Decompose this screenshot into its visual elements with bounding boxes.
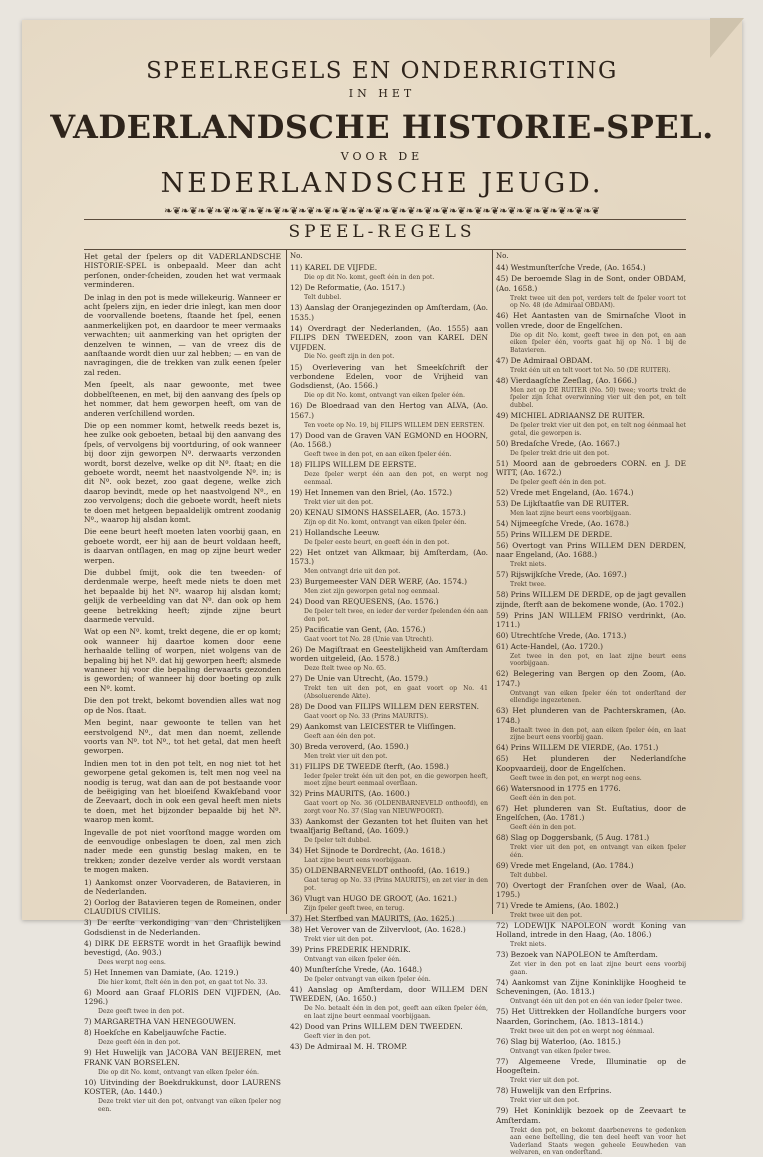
event-item: 75) Het Uittrekken der Hollandſche burgers voor Naarden, Gorinchem, (Ao. 1813–1814.) (496, 1007, 686, 1026)
event-instruction: Men trekt vier uit den pot. (304, 752, 388, 760)
event-item: 7) MARGARETHA VAN HENEGOUWEN. (84, 1017, 236, 1027)
event-item: 31) FILIPS DE TWEEDE ſterft, (Ao. 1598.) (290, 761, 449, 771)
event-instruction: Geeft twee in den pot, en werpt nog eens. (510, 774, 642, 782)
event-instruction: Gaat terug op No. 33 (Prins MAURITS), en zet vier in den pot. (304, 877, 488, 892)
title-line-5: NEDERLANDSCHE JEUGD. (160, 168, 604, 199)
event-item: 8) Hoekſche en Kabeljauwſche Factie. (84, 1028, 227, 1038)
event-item: 9) Het Huwelijk van JACOBA VAN BEIJEREN, met FRANK VAN BORSELEN. (84, 1048, 281, 1067)
column-divider-2 (492, 249, 493, 914)
event-instruction: Trekt ten uit den pot, en gaat voort op No. 41 (Absoluerende Akte). (304, 685, 488, 700)
event-instruction: Trekt twee uit den pot en werpt nog éénmaal. (510, 1027, 655, 1035)
event-instruction: Gaat voort tot No. 28 (Unie van Utrecht). (304, 635, 434, 643)
rule-paragraph: Men begint, naar gewoonte te tellen van het eerstvolgend Nº., dat men dan noemt, zellende voorts van Nº. tot Nº., tot het getal, dat men heeft geworpen. (84, 718, 281, 756)
game-rules-sheet (22, 20, 742, 1157)
event-item: 5) Het Innemen van Damiate, (Ao. 1219.) (84, 967, 239, 977)
event-item: 3) De eerſte verkondiging van den Christelijken Godsdienst in de Nederlanden. (84, 918, 281, 937)
event-instruction: Geeft één in den pot. (510, 823, 576, 831)
event-item: 45) De beroemde Slag in de Sont, onder OBDAM, (Ao. 1658.) (496, 274, 686, 293)
event-item: 68) Slag op Doggersbank, (5 Aug. 1781.) (496, 833, 650, 843)
event-item: 53) De Lijkſtaatſie van DE RUITER. (496, 499, 629, 508)
rule-paragraph: Die dubbel ſmijt, ook die ten tweeden- of derdenmale werpe, heeft mede niets te doen met het bepaalde bij het Nº. waarop hij alsdan komt; gelijk de verbeelding van dat Nº. dan ook op hem geene betrekking heeft; zijnde zijne beurt daarmede vervuld. (84, 568, 281, 625)
event-item: 78) Huwelijk van den Erfprins. (496, 1086, 612, 1096)
event-instruction: Trekt twee uit den pot, verders telt de ſpeler voort tot op No. 48 (de Admiraal OBDAM). (510, 294, 686, 310)
event-item: 58) Prins WILLEM DE DERDE, op de jagt gevallen zijnde, ſterft aan de bekomene wonde, (Ao. 1702.) (496, 590, 686, 609)
rule-top (84, 219, 686, 220)
rule-under-heading (84, 249, 686, 250)
event-instruction: Deze geeft twee in den pot. (98, 1008, 185, 1016)
event-item: 26) De Magiſtraat en Geestelijkheid van Amſterdam worden uitgeleid, (Ao. 1578.) (290, 644, 488, 664)
event-instruction: Trekt vier uit den pot. (510, 1077, 580, 1085)
event-item: 76) Slag bij Waterloo, (Ao. 1815.) (496, 1036, 621, 1046)
event-item: 19) Het Innemen van den Briel, (Ao. 1572.) (290, 487, 453, 497)
event-item: 1) Aankomst onzer Voorvaderen, de Batavieren, in de Nederlanden. (84, 877, 281, 896)
event-item: 50) Bredaſche Vrede, (Ao. 1667.) (496, 438, 620, 448)
event-instruction: Geeft vier in den pot. (304, 1032, 371, 1040)
event-item: 42) Dood van Prins WILLEM DEN TWEEDEN. (290, 1021, 463, 1031)
rule-paragraph: Die eene beurt heeft moeten laten voorbij gaan, en geboete wordt, eer hij aan de beurt voldaan heeft, is daarvan ontſlagen, en mag op zijne beurt weder werpen. (84, 527, 281, 565)
event-instruction: Trekt vier uit den pot. (304, 498, 374, 506)
event-item: 46) Het Aantasten van de Smirnaſche Vloot in vollen vrede, door de Engelſchen. (496, 311, 686, 330)
event-item: 22) Het ontzet van Alkmaar, bij Amſterdam, (Ao. 1573.) (290, 547, 488, 567)
event-item: 14) Overdragt der Nederlanden, (Ao. 1555) aan FILIPS DEN TWEEDEN, zoon van KAREL DEN VIJFDEN. (290, 323, 488, 352)
event-item: 74) Aankomst van Zijne Koninklijke Hoogheid te Scheveningen, (Ao. 1813.) (496, 977, 686, 997)
event-item: 73) Bezoek van NAPOLEON te Amſterdam. (496, 950, 658, 960)
event-item: 55) Prins WILLEM DE DERDE. (496, 529, 613, 539)
event-instruction: Deze ſtelt twee op No. 65. (304, 665, 386, 673)
event-instruction: Trekt niets. (510, 941, 547, 949)
event-item: 44) Westmunſterſche Vrede, (Ao. 1654.) (496, 263, 646, 273)
event-item: 34) Het Sijnode te Dordrecht, (Ao. 1618.) (290, 846, 446, 856)
event-instruction: De ſpeler trekt drie uit den pot. (510, 449, 610, 457)
section-heading: SPEEL-REGELS (288, 222, 476, 242)
event-item: 6) Moord aan Graaf FLORIS DEN VIJFDEN, (Ao. 1296.) (84, 987, 281, 1007)
event-item: 77) Algemeene Vrede, Illuminatie op de Hoogeſtein. (496, 1056, 686, 1076)
event-item: 20) KENAU SIMONS HASSELAER, (Ao. 1573.) (290, 507, 466, 517)
event-instruction: Ieder ſpeler trekt één uit den pot, en die geworpen heeft, moet zijne beurt eenmaal overſlaan. (304, 772, 488, 788)
rule-paragraph: Het getal der ſpelers op dit VADERLANDSCHE HISTORIE-SPEL is onbepaald. Meer dan acht perſonen, onder-ſcheiden, zouden het wat vermaak verminderen. (84, 252, 281, 290)
event-item: 33) Aankomst der Gezanten tot het ſluiten van het twaalfjarig Beſtand, (Ao. 1609.) (290, 816, 488, 836)
column-label: No. (290, 252, 303, 260)
event-instruction: Ontvangt van eiken ſpeler twee. (510, 1047, 611, 1055)
title-line-3: VADERLANDSCHE HISTORIE-SPEL. (50, 108, 714, 146)
rule-paragraph: De inlag in den pot is mede willekeurig. Wanneer er acht ſpelers zijn, en ieder drie inlegt, kan men door de voorvallende boetens, ſtaande het ſpel, eenen aanmerkelijken pot, en daardoor te meer vermaaks verwachten; uit aanmerking van het oprigten der denzelven te winnen, — van de vreez dis de aanſtaande wordt dien uur zal hebben; — en van de navragingen, die de trekken van zulk eenen ſpeler zal reden. (84, 292, 281, 377)
title-line-4: VOOR DE (340, 150, 424, 163)
event-item: 65) Het plunderen der Nederlandſche Koopvaardeij, door de Engelſchen. (496, 754, 686, 773)
event-item: 49) MICHIEL ADRIAANSZ DE RUITER. (496, 411, 645, 421)
event-instruction: Gaat voort op No. 36 (OLDENBARNEVELD onthoofd), en zorgt voor No. 37 (Slag van NIEUWPOORT). (304, 800, 488, 815)
event-item: 54) Nijmeegſche Vrede, (Ao. 1678.) (496, 519, 629, 528)
event-item: 11) KAREL DE VIJFDE. (290, 263, 378, 273)
event-instruction: Die op dit No. komt, ontvangt van eiken ſpeler één. (304, 392, 466, 400)
event-item: 40) Munſterſche Vrede, (Ao. 1648.) (290, 964, 423, 974)
event-item: 63) Het plunderen van de Pachterskramen, (Ao. 1748.) (496, 706, 686, 725)
event-instruction: De ſpeler ontvangt van eiken ſpeler één. (304, 975, 431, 983)
event-item: 61) Acte-Handel, (Ao. 1720.) (496, 641, 604, 651)
event-instruction: Trekt vier uit den pot, en ontvangt van eiken ſpeler één. (510, 843, 686, 859)
event-instruction: De No. betaalt één in den pot, geeft aan eiken ſpeler één, en laat zijne beurt eenmaal voorbijgaan. (304, 1005, 488, 1020)
event-instruction: Zet twee in den pot, en laat zijne beurt eens voorbijgaan. (510, 652, 686, 668)
column-rules (84, 252, 281, 1113)
event-instruction: Die op dit No. komt, geeft twee in den pot, en aan eiken ſpeler één, voorts gaat hij op No. 1 bij de Batavieren. (510, 331, 686, 354)
event-item: 43) De Admiraal M. H. TROMP. (290, 1041, 408, 1051)
event-item: 35) OLDENBARNEVELDT onthoofd, (Ao. 1619.) (290, 866, 470, 876)
event-instruction: De ſpeler telt dubbel. (304, 837, 372, 845)
event-instruction: Men ontvangt drie uit den pot. (304, 568, 401, 576)
event-instruction: Ontvangt één uit den pot en één van ieder ſpeler twee. (510, 998, 683, 1006)
event-item: 57) Rijswijkſche Vrede, (Ao. 1697.) (496, 570, 627, 580)
event-item: 71) Vrede te Amiens, (Ao. 1802.) (496, 900, 619, 910)
event-item: 64) Prins WILLEM DE VIERDE, (Ao. 1751.) (496, 743, 659, 753)
event-item: 48) Vierdaagſche Zeeſlag, (Ao. 1666.) (496, 375, 637, 385)
event-instruction: Gaat voort op No. 33 (Prins MAURITS). (304, 712, 429, 720)
event-instruction: Betaalt twee in den pot, aan eiken ſpeler één, en laat zijne beurt eens voorbij gaan. (510, 726, 686, 742)
rule-paragraph: Ingevalle de pot niet voorſtond magge worden om de eenvoudige onbeslagen te doen, zal men zich nader mede een gunstig beslag maken, en te trekken; zonder dezelve verder als wordt verstaan te mogen maken. (84, 827, 281, 875)
event-item: 67) Het plunderen van St. Euſtatius, door de Engelſchen, (Ao. 1781.) (496, 803, 686, 823)
event-instruction: Die No. geeft zijn in den pot. (304, 353, 395, 361)
event-item: 62) Belegering van Bergen op den Zoom, (Ao. 1747.) (496, 669, 686, 688)
event-item: 59) Prins JAN WILLEM FRISO verdrinkt, (Ao. 1711.) (496, 610, 686, 629)
event-instruction: Men zet op DE RUITER (No. 50) twee; voorts trekt de ſpeler zijn ſchat overwinning vier uit den pot, en telt dubbel. (510, 386, 686, 409)
event-instruction: De ſpeler trekt vier uit den pot, en telt nog éénmaal het getal, die geworpen is. (510, 422, 686, 437)
event-instruction: Ontvangt van eiken ſpeler één. (304, 955, 402, 963)
event-item: 56) Overtogt van Prins WILLEM DEN DERDEN, naar Engeland, (Ao. 1688.) (496, 540, 686, 560)
rules-paragraphs (84, 252, 281, 875)
event-item: 70) Overtogt der Franſchen over de Waal, (Ao. 1795.) (496, 880, 686, 900)
event-instruction: Trekt twee. (510, 581, 547, 589)
title-line-2: IN HET (348, 87, 416, 100)
event-item: 47) De Admiraal OBDAM. (496, 355, 593, 365)
column-events-2 (290, 252, 488, 1051)
event-item: 79) Het Koninklijk bezoek op de Zeevaart te Amſterdam. (496, 1106, 686, 1125)
event-item: 39) Prins FREDERIK HENDRIK. (290, 944, 411, 954)
event-item: 15) Overlevering van het Smeekſchrift der verbondene Edelen, voor de Vrijheid van Godsdienst, (Ao. 1566.) (290, 362, 488, 391)
event-item: 23) Burgemeester VAN DER WERF, (Ao. 1574.) (290, 577, 467, 587)
event-instruction: Deze trekt vier uit den pot, ontvangt van eiken ſpeler nog een. (98, 1097, 281, 1113)
event-list-3 (496, 263, 686, 1156)
rule-paragraph: Wat op een Nº. komt, trekt degene, die er op komt; ook wanneer hij daartoe komen door eene herhaalde telling of worpen, niet wolgens van de bepaling bij het Nº. dat hij geworpen heeft; alsmede wanneer hij voor die bepaling derwaarts gezonden is geworden; of wanneer hij door boeting op zulk een Nº. komt. (84, 627, 281, 693)
event-item: 36) Vlugt van HUGO DE GROOT, (Ao. 1621.) (290, 893, 457, 903)
event-item: 32) Prins MAURITS, (Ao. 1600.) (290, 789, 410, 799)
event-item: 37) Het Sterfbed van MAURITS, (Ao. 1625.) (290, 913, 455, 923)
event-instruction: Men laat zijne beurt eens voorbijgaan. (510, 509, 632, 517)
event-item: 66) Watersnood in 1775 en 1776. (496, 783, 621, 793)
event-item: 16) De Bloedraad van den Hertog van ALVA, (Ao. 1567.) (290, 401, 488, 420)
event-instruction: Die op dit No. komt, ontvangt van elken ſpeler één. (98, 1068, 260, 1076)
event-item: 13) Aanslag der Oranjegezinden op Amſterdam, (Ao. 1535.) (290, 303, 488, 322)
event-instruction: Zet vier in den pot en laat zijne beurt eens voorbij gaan. (510, 961, 686, 976)
rule-paragraph: Indien men tot in den pot telt, en nog niet tot het geworpene getal gekomen is, telt men nog veel na noodig is terug, wat dan aan de pot bestaande voor de beëigiging van het bloeiſend Kwakſeband voor de Zeevaart, doch in ook een geval heeft men niets te doen, met het bijzonder bepaalde bij het Nº. waarop men komt. (84, 758, 281, 825)
event-item: 38) Het Verover van de Zilvervloot, (Ao. 1628.) (290, 924, 466, 934)
event-item: 18) FILIPS WILLEM DE EERSTE. (290, 460, 417, 470)
event-instruction: Men ziet zijn geworpen getal nog eenmaal. (304, 588, 440, 596)
event-item: 69) Vrede met Engeland, (Ao. 1784.) (496, 860, 634, 870)
title-line-1: SPEELREGELS EN ONDERRIGTING (146, 58, 618, 84)
event-item: 72) LODEWIJK NAPOLEON wordt Koning van Holland, intrede in den Haag, (Ao. 1806.) (496, 920, 686, 940)
event-instruction: Ontvangt van eiken ſpeler één tot onderſtand der ellendige ingezetenen. (510, 689, 686, 705)
event-item: 30) Breda veroverd, (Ao. 1590.) (290, 741, 409, 751)
column-divider-1 (286, 249, 287, 914)
event-instruction: Trekt niets. (510, 561, 547, 569)
event-item: 2) Oorlog der Batavieren tegen de Romeinen, onder CLAUDIUS CIVILIS. (84, 897, 281, 917)
rule-paragraph: Die den pot trekt, bekomt bovendien alles wat nog op de Nos. ſtaat. (84, 696, 281, 715)
event-list-2 (290, 263, 488, 1051)
event-instruction: De ſpeler eeste beurt, en geeft één in den pot. (304, 538, 450, 546)
event-item: 21) Hollandsche Leeuw. (290, 527, 380, 537)
event-item: 25) Pacificatie van Gent, (Ao. 1576.) (290, 624, 426, 634)
event-instruction: Geeft twee in den pot, en aan eiken ſpeler één. (304, 451, 452, 459)
folded-corner (710, 18, 744, 58)
event-instruction: Deze ſpeler werpt één aan den pot, en werpt nog eenmaal. (304, 471, 488, 486)
event-instruction: De ſpeler telt twee, en ieder der verder ſpelenden één aan den pot. (304, 608, 488, 623)
event-instruction: Die op dit No. komt, geeft één in den pot. (304, 274, 435, 282)
rule-paragraph: Die op een nommer komt, hetwelk reeds bezet is, hee zulke ook geboeten, betaal bij den aanvang des ſpels, of vervolgens bij voortduring, of ook wanneer bij door zijn geworpen Nº. derwaarts verzonden wordt, borst dezelve, welke op dit Nº. ſtaat; en die geboete wordt, neemt het naastvolgende Nº. in; is dit Nº. ook bezet, zoo gaat degene, welke zich daarop bevindt, mede op het naastvolgend Nº., en zoo vervolgens; doch die geboete wordt, heeft niets te doen met hetgeen bepaaldelijk omtrent zoodanig Nº., waarop hij alsdan komt. (84, 420, 281, 524)
event-item: 17) Dood van de Graven VAN EGMOND en HOORN, (Ao. 1568.) (290, 430, 488, 450)
event-instruction: Trekt één uit en telt voort tot No. 50 (DE RUITER). (510, 366, 671, 374)
column-label: No. (496, 252, 509, 260)
event-item: 27) De Unie van Utrecht, (Ao. 1579.) (290, 674, 429, 684)
event-instruction: Telt dubbel. (510, 871, 548, 879)
event-item: 51) Moord aan de gebroeders CORN. en J. DE WITT, (Ao. 1672.) (496, 458, 686, 478)
column-events-3 (496, 252, 686, 1157)
event-item: 10) Uitvinding der Boekdrukkunst, door LAURENS KOSTER, (Ao. 1440.) (84, 1077, 281, 1097)
event-instruction: De ſpeler geeft één in den pot. (510, 479, 607, 486)
event-instruction: Dees werpt nog eens. (98, 958, 166, 966)
event-instruction: Laat zijne beurt eens voorbijgaan. (304, 857, 412, 865)
event-instruction: Trekt vier uit den pot. (304, 935, 374, 943)
event-instruction: Ten voete op No. 19, bij FILIPS WILLEM DEN EERSTEN. (304, 421, 485, 429)
event-instruction: Geeft één in den pot. (510, 794, 576, 802)
event-instruction: Zijn op dit No. komt, ontvangt van eiken ſpeler één. (304, 518, 467, 526)
event-item: 12) De Reformatie, (Ao. 1517.) (290, 283, 406, 293)
rule-paragraph: Men ſpeelt, als naar gewoonte, met twee dobbelſteenen, en met, bij den aanvang des ſpels op het nommer, dat hem geworpen heeft, om van de anderen verſchillend worden. (84, 380, 281, 418)
event-list-1 (84, 878, 281, 1114)
event-item: 52) Vrede met Engeland, (Ao. 1674.) (496, 488, 634, 498)
event-instruction: Trekt vier uit den pot. (510, 1097, 580, 1105)
ornament-border: ❧❦❧❦❧❦❧❦❧❦❧❦❧❦❧❦❧❦❧❦❧❦❧❦❧❦❧❦❧❦❧❦❧❦❧❦❧❦❧❦❧❦❧❦❧❦❧❦❧❦❧❦ (164, 206, 600, 217)
event-instruction: Trekt den pot, en bekomt daarbenevens te gedenken aan eene beſtelling, die ten deel heeft van voor het Vaderland Staats wegen geheele Eeuwheden van welvaren, en van onderſtand. (510, 1126, 686, 1157)
event-instruction: Telt dubbel. (304, 294, 342, 302)
event-item: 4) DIRK DE EERSTE wordt in het Graaflijk bewind bevestigd, (Ao. 903.) (84, 938, 281, 957)
event-item: 29) Aankomst van LEICESTER te Vliſſingen. (290, 721, 457, 731)
event-instruction: Geeft aan één den pot. (304, 732, 376, 740)
event-item: 24) Dood van REQUESENS, (Ao. 1576.) (290, 597, 439, 607)
event-item: 28) De Dood van FILIPS WILLEM DEN EERSTEN. (290, 701, 480, 711)
event-instruction: Trekt twee uit den pot. (510, 911, 583, 919)
event-instruction: Die hier komt, ſtelt één in den pot, en gaat tot No. 33. (98, 978, 268, 986)
event-instruction: Deze geeft één in den pot. (98, 1039, 181, 1047)
event-instruction: Zijn ſpeler geeft twee, en terug. (304, 904, 405, 912)
event-item: 60) Utrechtſche Vrede, (Ao. 1713.) (496, 630, 627, 640)
event-item: 41) Aanslag op Amſterdam, door WILLEM DEN TWEEDEN, (Ao. 1650.) (290, 984, 488, 1004)
